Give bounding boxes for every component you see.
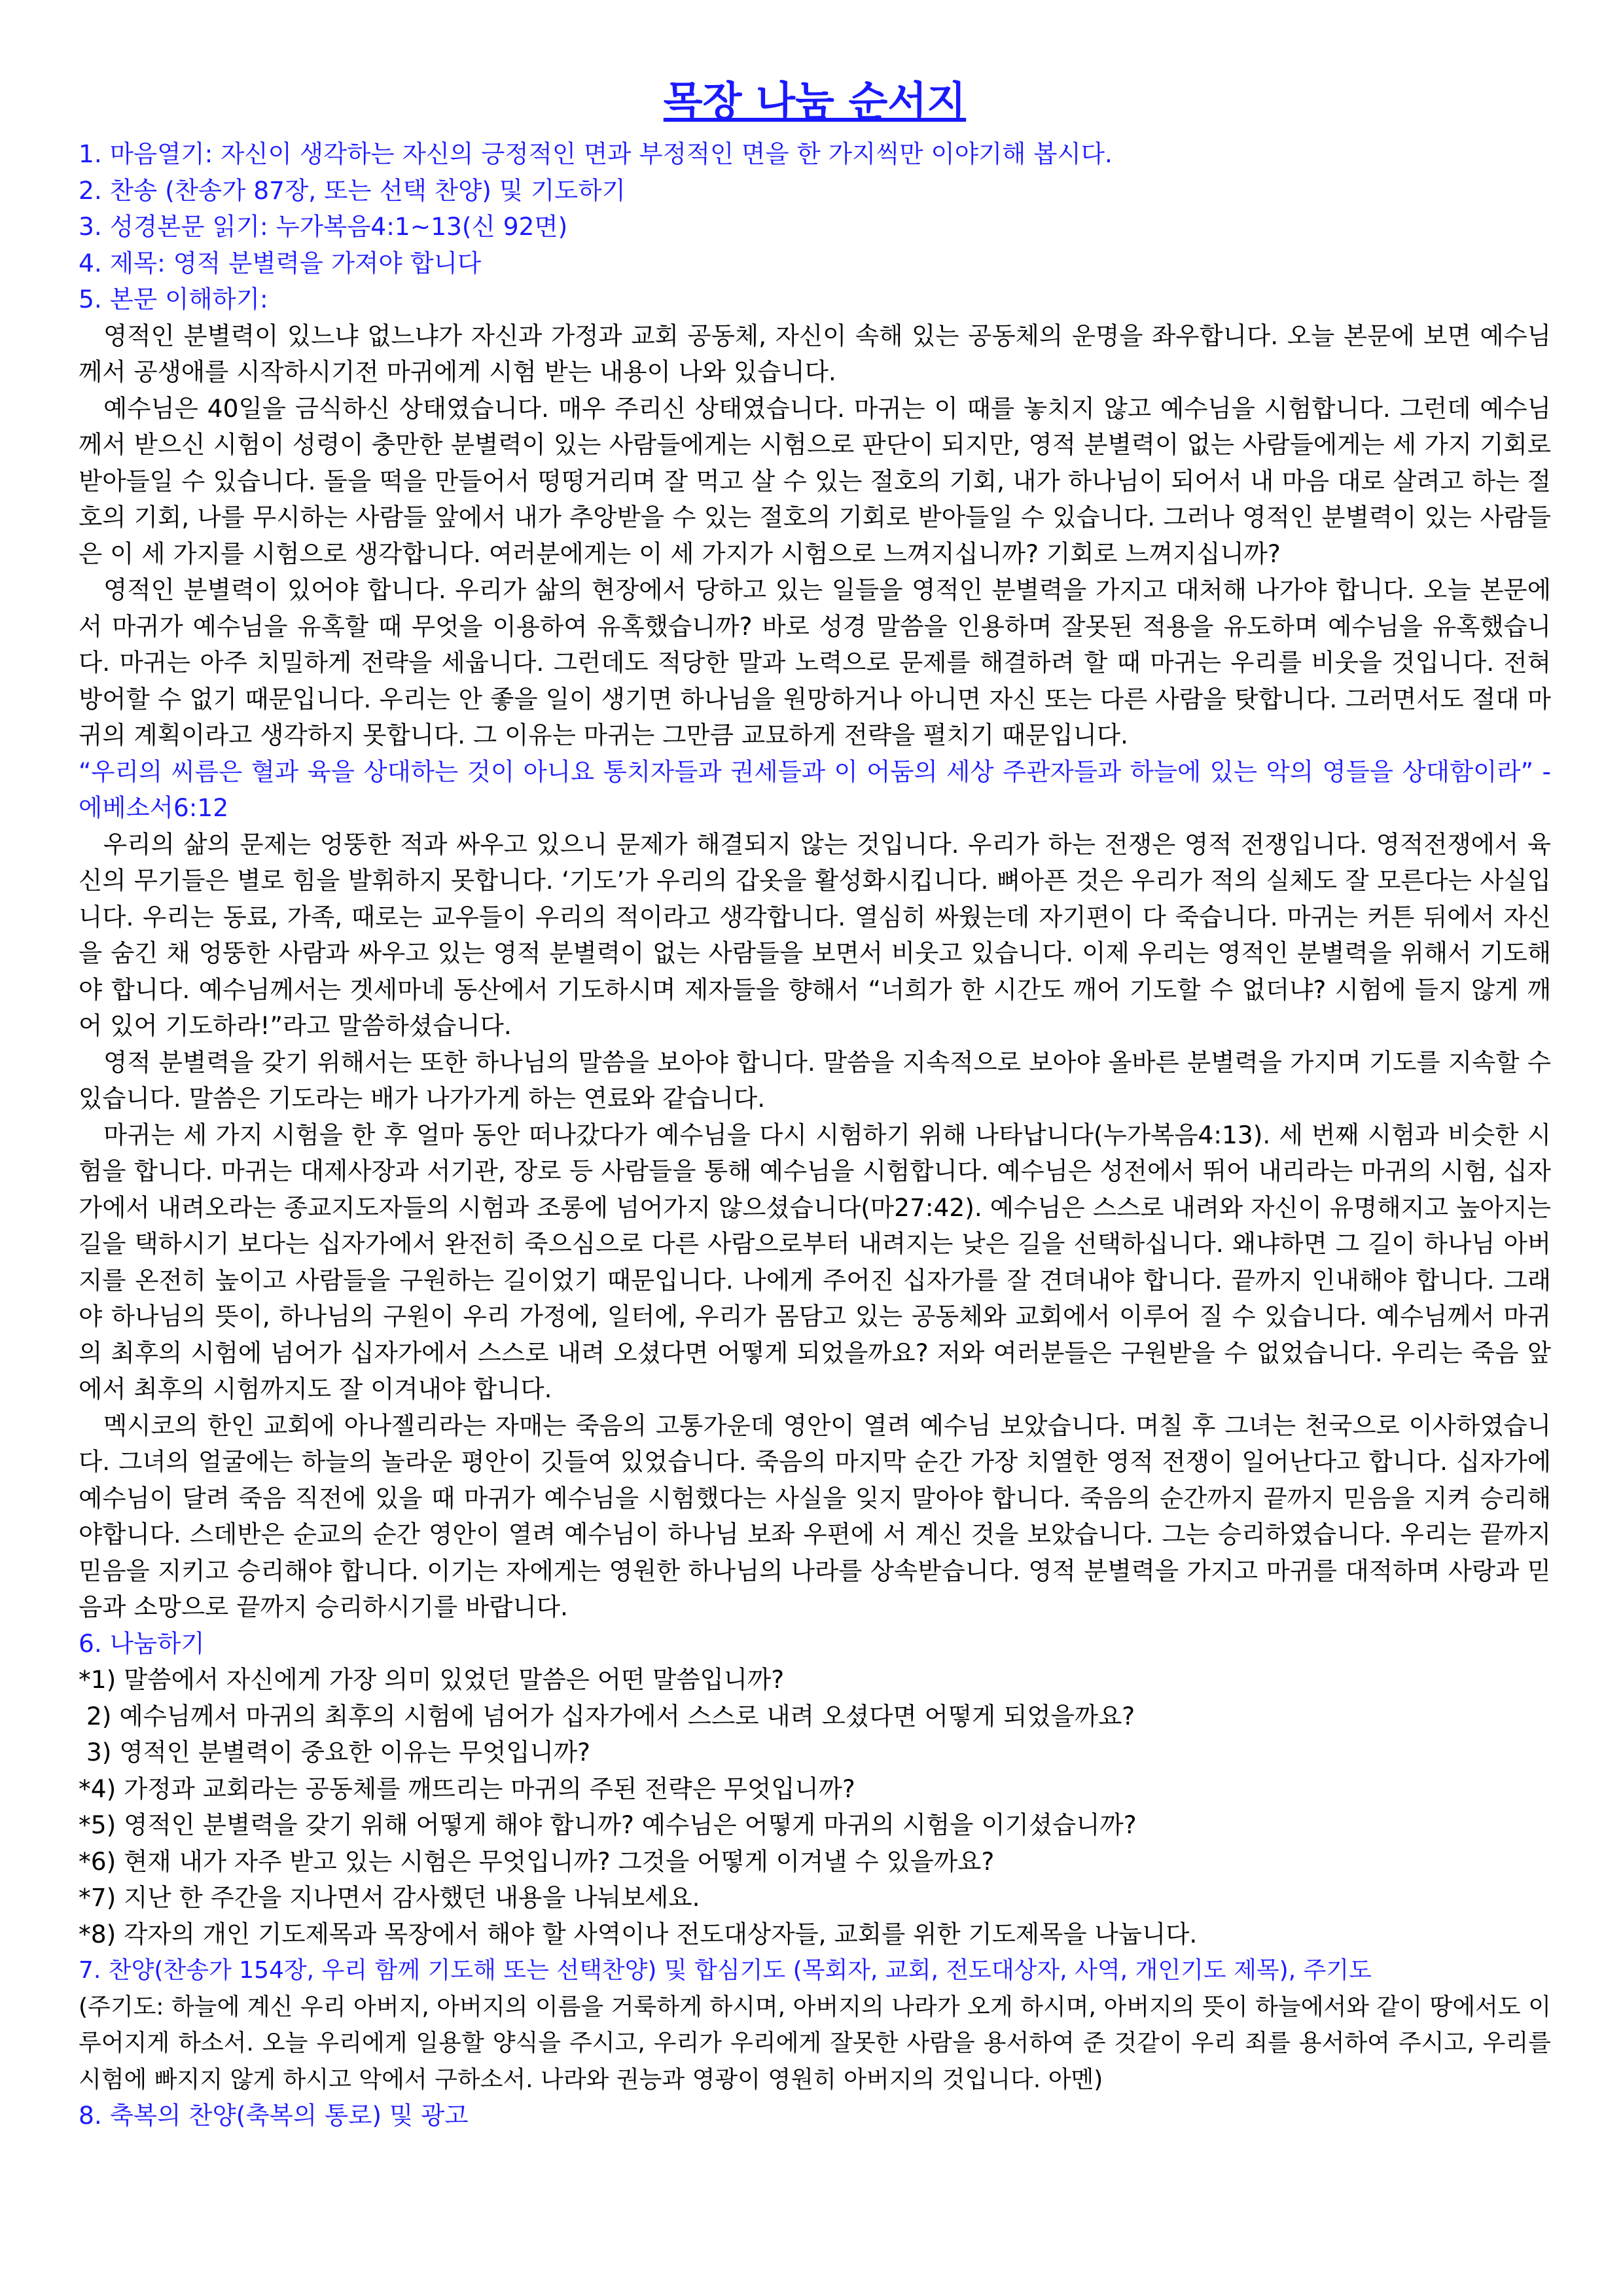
body-paragraph-5: 영적 분별력을 갖기 위해서는 또한 하나님의 말씀을 보아야 합니다. 말씀을 지속적으로 보아야 올바른 분별력을 가지며 기도를 지속할 수 있습니다. 말씀은 기도라는 배가 나가가게 하는 연료와 같습니다. [79,1047,1551,1113]
sharing-question-2: 2) 예수님께서 마귀의 최후의 시험에 넘어가 십자가에서 스스로 내려 오셨다면 어떻게 되었을까요? [79,1701,1135,1731]
step-6-sharing-heading: 6. 나눔하기 [79,1628,205,1658]
bible-verse-quote: “우리의 씨름은 혈과 육을 상대하는 것이 아니요 통치자들과 권세들과 이 어둠의 세상 주관자들과 하늘에 있는 악의 영들을 상대함이라” -에베소서6:12 [79,757,1551,822]
body-paragraph-6: 마귀는 세 가지 시험을 한 후 얼마 동안 떠나갔다가 예수님을 다시 시험하기 위해 나타납니다(누가복음4:13). 세 번째 시험과 비슷한 시험을 합니다. 마귀는 대제사장과 서기관, 장로 등 사람들을 통해 예수님을 시험합니다. 예수님은 성전에서 뛰어 내리라는 마귀의 시험, 십자가에서 내려오라는 종교지도자들의 시험과 조롱에 넘어가지 않으셨습니다(마27:42). 예수님은 스스로 내려와 자신이 유명해지고 높아지는 길을 택하시기 보다는 십자가에서 완전히 죽으심으로 다른 사람으로부터 내려지는 낮은 길을 선택하십니다. 왜냐하면 그 길이 하나님 아버지를 온전히 높이고 사람들을 구원하는 길이었기 때문입니다. 나에게 주어진 십자가를 잘 견뎌내야 합니다. 끝까지 인내해야 합니다. 그래야 하나님의 뜻이, 하나님의 구원이 우리 가정에, 일터에, 우리가 몸담고 있는 공동체와 교회에서 이루어 질 수 있습니다. 예수님께서 마귀의 최후의 시험에 넘어가 십자가에서 스스로 내려 오셨다면 어떻게 되었을까요? 저와 여러분들은 구원받을 수 없었습니다. 우리는 죽음 앞에서 최후의 시험까지도 잘 이겨내야 합니다. [79,1120,1551,1403]
body-paragraph-3: 영적인 분별력이 있어야 합니다. 우리가 삶의 현장에서 당하고 있는 일들을 영적인 분별력을 가지고 대처해 나가야 합니다. 오늘 본문에서 마귀가 예수님을 유혹할 때 무엇을 이용하여 유혹했습니까? 바로 성경 말씀을 인용하며 잘못된 적용을 유도하며 예수님을 유혹했습니다. 마귀는 아주 치밀하게 전략을 세웁니다. 그런데도 적당한 말과 노력으로 문제를 해결하려 할 때 마귀는 우리를 비웃을 것입니다. 전혀 방어할 수 없기 때문입니다. 우리는 안 좋을 일이 생기면 하나님을 원망하거나 아니면 자신 또는 다른 사람을 탓합니다. 그러면서도 절대 마귀의 계획이라고 생각하지 못합니다. 그 이유는 마귀는 그만큼 교묘하게 전략을 펼치기 때문입니다. [79,575,1552,749]
body-paragraph-7: 멕시코의 한인 교회에 아나젤리라는 자매는 죽음의 고통가운데 영안이 열려 예수님 보았습니다. 며칠 후 그녀는 천국으로 이사하였습니다. 그녀의 얼굴에는 하늘의 놀라운 평안이 깃들여 있었습니다. 죽음의 마지막 순간 가장 치열한 영적 전쟁이 일어난다고 합니다. 십자가에 예수님이 달려 죽음 직전에 있을 때 마귀가 예수님을 시험했다는 사실을 잊지 말아야 합니다. 죽음의 순간까지 끝까지 믿음을 지켜 승리해야합니다. 스데반은 순교의 순간 영안이 열려 예수님이 하나님 보좌 우편에 서 계신 것을 보았습니다. 그는 승리하였습니다. 우리는 끝까지 믿음을 지키고 승리해야 합니다. 이기는 자에게는 영원한 하나님의 나라를 상속받습니다. 영적 분별력을 가지고 마귀를 대적하며 사랑과 믿음과 소망으로 끝까지 승리하시기를 바랍니다. [79,1410,1551,1621]
body-paragraph-2: 예수님은 40일을 금식하신 상태였습니다. 매우 주리신 상태였습니다. 마귀는 이 때를 놓치지 않고 예수님을 시험합니다. 그런데 예수님께서 받으신 시험이 성령이 충만한 분별력이 있는 사람들에게는 시험으로 판단이 되지만, 영적 분별력이 없는 사람들에게는 세 가지 기회로 받아들일 수 있습니다. 돌을 떡을 만들어서 떵떵거리며 잘 먹고 살 수 있는 절호의 기회, 내가 하나님이 되어서 내 마음 대로 살려고 하는 절호의 기회, 나를 무시하는 사람들 앞에서 내가 추앙받을 수 있는 절호의 기회로 받아들일 수 있습니다. 그러나 영적인 분별력이 있는 사람들은 이 세 가지를 시험으로 생각합니다. 여러분에게는 이 세 가지가 시험으로 느껴지십니까? 기회로 느껴지십니까? [79,393,1551,568]
sharing-question-8: *8) 각자의 개인 기도제목과 목장에서 해야 할 사역이나 전도대상자들, 교회를 위한 기도제목을 나눕니다. [79,1919,1198,1948]
sharing-question-6: *6) 현재 내가 자주 받고 있는 시험은 무엇입니까? 그것을 어떻게 이겨낼 수 있을까요? [79,1846,995,1876]
step-2-hymn: 2. 찬송 (찬송가 87장, 또는 선택 찬양) 및 기도하기 [79,175,626,205]
page-title: 목장 나눔 순서지 [663,77,967,125]
sharing-question-5: *5) 영적인 분별력을 갖기 위해 어떻게 해야 합니까? 예수님은 어떻게 마귀의 시험을 이기셨습니까? [79,1810,1137,1839]
sharing-question-3: 3) 영적인 분별력이 중요한 이유는 무엇입니까? [79,1738,590,1767]
sharing-question-4: *4) 가정과 교회라는 공동체를 깨뜨리는 마귀의 주된 전략은 무엇입니까? [79,1774,855,1803]
body-paragraph-4: 우리의 삶의 문제는 엉뚱한 적과 싸우고 있으니 문제가 해결되지 않는 것입니다. 우리가 하는 전쟁은 영적 전쟁입니다. 영적전쟁에서 육신의 무기들은 별로 힘을 발휘하지 못합니다. ‘기도’가 우리의 갑옷을 활성화시킵니다. 뼈아픈 것은 우리가 적의 실체도 잘 모른다는 사실입니다. 우리는 동료, 가족, 때로는 교우들이 우리의 적이라고 생각합니다. 열심히 싸웠는데 자기편이 다 죽습니다. 마귀는 커튼 뒤에서 자신을 숨긴 채 엉뚱한 사람과 싸우고 있는 영적 분별력이 없는 사람들을 보면서 비웃고 있습니다. 이제 우리는 영적인 분별력을 위해서 기도해야 합니다. 예수님께서는 겟세마네 동산에서 기도하시며 제자들을 향해서 “너희가 한 시간도 깨어 기도할 수 없더냐? 시험에 들지 않게 깨어 있어 기도하라!”라고 말씀하셨습니다. [79,829,1551,1040]
body-paragraph-1: 영적인 분별력이 있느냐 없느냐가 자신과 가정과 교회 공동체, 자신이 속해 있는 공동체의 운명을 좌우합니다. 오늘 본문에 보면 예수님께서 공생애를 시작하시기전 마귀에게 시험 받는 내용이 나와 있습니다. [79,321,1551,386]
step-5-heading: 5. 본문 이해하기: [79,285,268,314]
step-3-scripture: 3. 성경본문 읽기: 누가복음4:1~13(신 92면) [79,212,568,241]
step-7-praise-prayer: 7. 찬양(찬송가 154장, 우리 함께 기도해 또는 선택찬양) 및 합심기도 (목회자, 교회, 전도대상자, 사역, 개인기도 제목), 주기도 [79,1957,1372,1984]
lords-prayer: (주기도: 하늘에 계신 우리 아버지, 아버지의 이름을 거룩하게 하시며, 아버지의 나라가 오게 하시며, 아버지의 뜻이 하늘에서와 같이 땅에서도 이루어지게 하소서. 오늘 우리에게 일용할 양식을 주시고, 우리가 우리에게 잘못한 사람을 용서하여 준 것같이 우리 죄를 용서하여 주시고, 우리를 시험에 빠지지 않게 하시고 악에서 구하소서. 나라와 권능과 영광이 영원히 아버지의 것입니다. 아멘) [79,1993,1551,2093]
step-8-blessing: 8. 축복의 찬양(축복의 통로) 및 광고 [79,2101,469,2130]
step-1-opening: 1. 마음열기: 자신이 생각하는 자신의 긍정적인 면과 부정적인 면을 한 가지씩만 이야기해 봅시다. [79,139,1113,168]
document-page [79,72,1551,2134]
step-4-sermon-title: 4. 제목: 영적 분별력을 가져야 합니다 [79,248,482,278]
sharing-question-7: *7) 지난 한 주간을 지나면서 감사했던 내용을 나눠보세요. [79,1883,700,1912]
sharing-question-1: *1) 말씀에서 자신에게 가장 의미 있었던 말씀은 어떤 말씀입니까? [79,1665,785,1694]
